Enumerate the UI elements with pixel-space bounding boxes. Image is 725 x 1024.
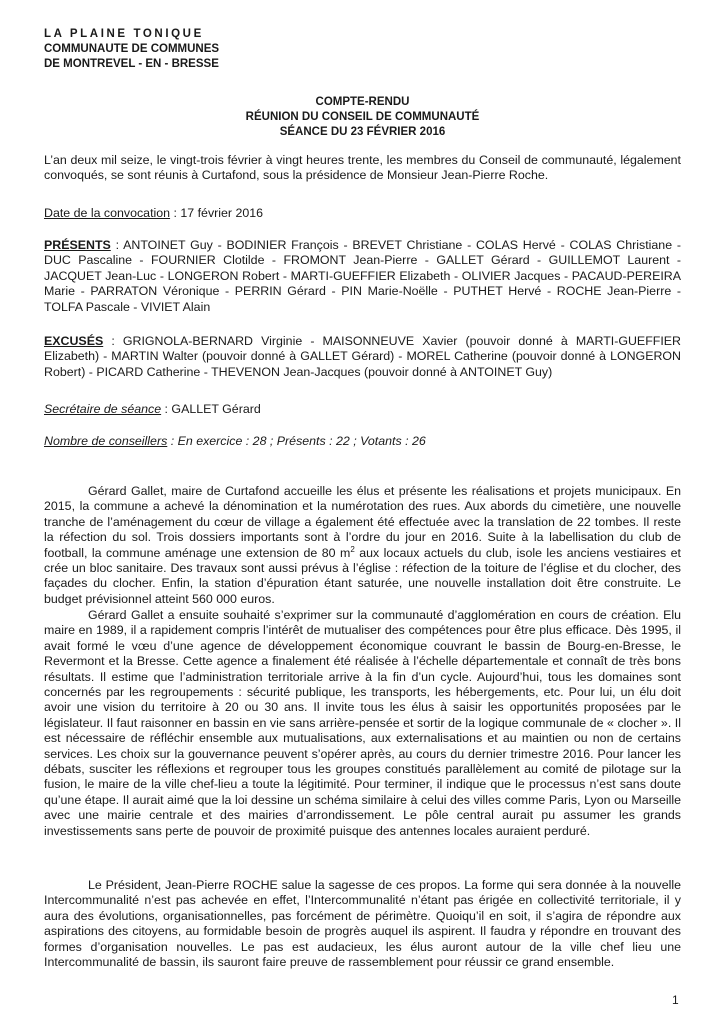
conseillers-value: : En exercice : 28 ; Présents : 22 ; Votants : 26 — [167, 434, 426, 448]
title-line-2: RÉUNION DU CONSEIL DE COMMUNAUTÉ — [245, 111, 480, 123]
superscript-2: 2 — [350, 544, 355, 554]
excuses-label: EXCUSÉS — [44, 334, 104, 348]
body-paragraph-2: Gérard Gallet a ensuite souhaité s’exprimer sur la communauté d’agglomération en cours de création. Elu maire en 1989, il a rapidement compris l’intérêt de mutualiser des compétences pour être plus efficace. Dès 1995, il avait formé le vœu d’une agence de développement économique couvrant le bassin de Bourg-en-Bresse, le Revermont et la Bresse. Cette agence a finalement été réalisée à l’échelle départementale et connaît de très bons résultats. Il estime que l’administration territoriale arrive à la fin d’un cycle. Aujourd’hui, tous les domaines sont concernés par les regroupements : sécurité publique, les transports, les hébergements, etc. Pour lui, un élu doit avoir une vision du territoire à 20 ou 30 ans. Il invite tous les élus à saisir les opportunités proposées par le législateur. Il faut raisonner en bassin en vie sans arrière-pensée et sortir de la logique communale de « clocher ». Il est nécessaire de réfléchir ensemble aux mutualisations, aux externalisations et au maintien ou non de certains services. Les choix sur la gouvernance peuvent s’opérer après, au cours du dernier trimestre 2016. Pour lancer les débats, susciter les réflexions et regrouper tous les groupes constitués parallèlement au comité de pilotage sur la fusion, le maire de la ville chef-lieu a toute la légitimité. Pour terminer, il indique que le processus n’est sans doute qu’une étape. Il aurait aimé que la loi dessine un schéma similaire à celui des villes comme Paris, Lyon ou Marseille avec une mairie centrale et des mairies d’arrondissement. Le pôle central aurait pu assumer les grands investissements sans perte de pouvoir de proximité puisque des antennes locales auraient perduré. — [44, 608, 681, 838]
conseillers-label: Nombre de conseillers — [44, 434, 168, 448]
intro-paragraph: L’an deux mil seize, le vingt-trois février à vingt heures trente, les membres du Conseil de communauté, légalement convoqués, se sont réunis à Curtafond, sous la présidence de Monsieur Jean-Pierre Roche. — [44, 153, 681, 183]
secretaire-line — [44, 402, 681, 417]
body-paragraph-1 — [44, 484, 681, 607]
presents-paragraph — [44, 238, 681, 315]
body-paragraph-1-part-a: Gérard Gallet, maire de Curtafond accueille les élus et présente les réalisations et projets municipaux. En 2015, la commune a achevé la dénomination et la numérotation des rues. Aux abords du cimetière, une nouvelle tranche de l’aménagement du cœur de village a également été effectuée avec la translation de 22 tombes. Il reste la réfection du sol. Trois dossiers importants sont à l’ordre du jour en 2016. Suite à la labellisation du club de football, la commune aménage une extension de 80 m — [44, 484, 681, 560]
document-title — [0, 95, 725, 140]
excuses-paragraph — [44, 334, 681, 380]
org-name-line: LA PLAINE TONIQUE — [44, 28, 204, 40]
title-line-3: SÉANCE DU 23 FÉVRIER 2016 — [279, 126, 446, 138]
body-paragraph-1-part-b: aux locaux actuels du club, isole les anciens vestiaires et crée un bloc sanitaire. Des travaux sont aussi prévus à l’église : réfection de la toiture de l’église et du clocher, des façades du clocher. Enfin, la station d’épuration étant saturée, une nouvelle installation doit être construite. Le budget prévisionnel atteint 560 000 euros. — [44, 545, 681, 606]
convocation-value: : 17 février 2016 — [170, 206, 264, 220]
secretaire-label: Secrétaire de séance — [44, 402, 162, 416]
convocation-line — [44, 206, 681, 221]
convocation-label: Date de la convocation — [44, 206, 171, 220]
org-location-line: DE MONTREVEL - EN - BRESSE — [44, 58, 219, 70]
excuses-list: : GRIGNOLA-BERNARD Virginie - MAISONNEUVE Xavier (pouvoir donné à MARTI-GUEFFIER Elizabeth) - MARTIN Walter (pouvoir donné à GALLET Gérard) - MOREL Catherine (pouvoir donné à LONGERON Robert) - PICARD Catherine - THEVENON Jean-Jacques (pouvoir donné à ANTOINET Guy) — [44, 334, 681, 379]
presents-label: PRÉSENTS — [44, 238, 111, 252]
org-type-line: COMMUNAUTE DE COMMUNES — [44, 43, 220, 55]
body-paragraph-3: Le Président, Jean-Pierre ROCHE salue la sagesse de ces propos. La forme qui sera donnée à la nouvelle Intercommunalité n’est pas achevée en effet, l’Intercommunalité n’étant pas érigée en collectivité territoriale, il y aura des évolutions, organisationnelles, pas forcément de périmètre. Quoiqu’il en soit, il s’agira de répondre aux aspirations des citoyens, au formidable besoin de progrès auquel ils aspirent. Il faudra y répondre en trouvant des formes d’organisation nouvelles. Le pas est audacieux, les élus auront autour de la ville chef lieu une Intercommunalité de bassin, ils sauront faire preuve de rassemblement pour réussir ce grand ensemble. — [44, 878, 681, 970]
title-line-1: COMPTE-RENDU — [315, 96, 410, 108]
presents-list: : ANTOINET Guy - BODINIER François - BREVET Christiane - COLAS Hervé - COLAS Christiane - DUC Pascaline - FOURNIER Clotilde - FROMONT Jean-Pierre - GALLET Gérard - GUILLEMOT Laurent - JACQUET Jean-Luc - LONGERON Robert - MARTI-GUEFFIER Elizabeth - OLIVIER Jacques - PACAUD-PEREIRA Marie - PARRATON Véronique - PERRIN Gérard - PIN Marie-Noëlle - PUTHET Hervé - ROCHE Jean-Pierre - TOLFA Pascale - VIVIET Alain — [44, 238, 681, 314]
page-number: 1 — [672, 993, 679, 1007]
secretaire-value: : GALLET Gérard — [161, 402, 261, 416]
organization-header — [44, 27, 219, 72]
conseillers-line — [44, 434, 681, 449]
